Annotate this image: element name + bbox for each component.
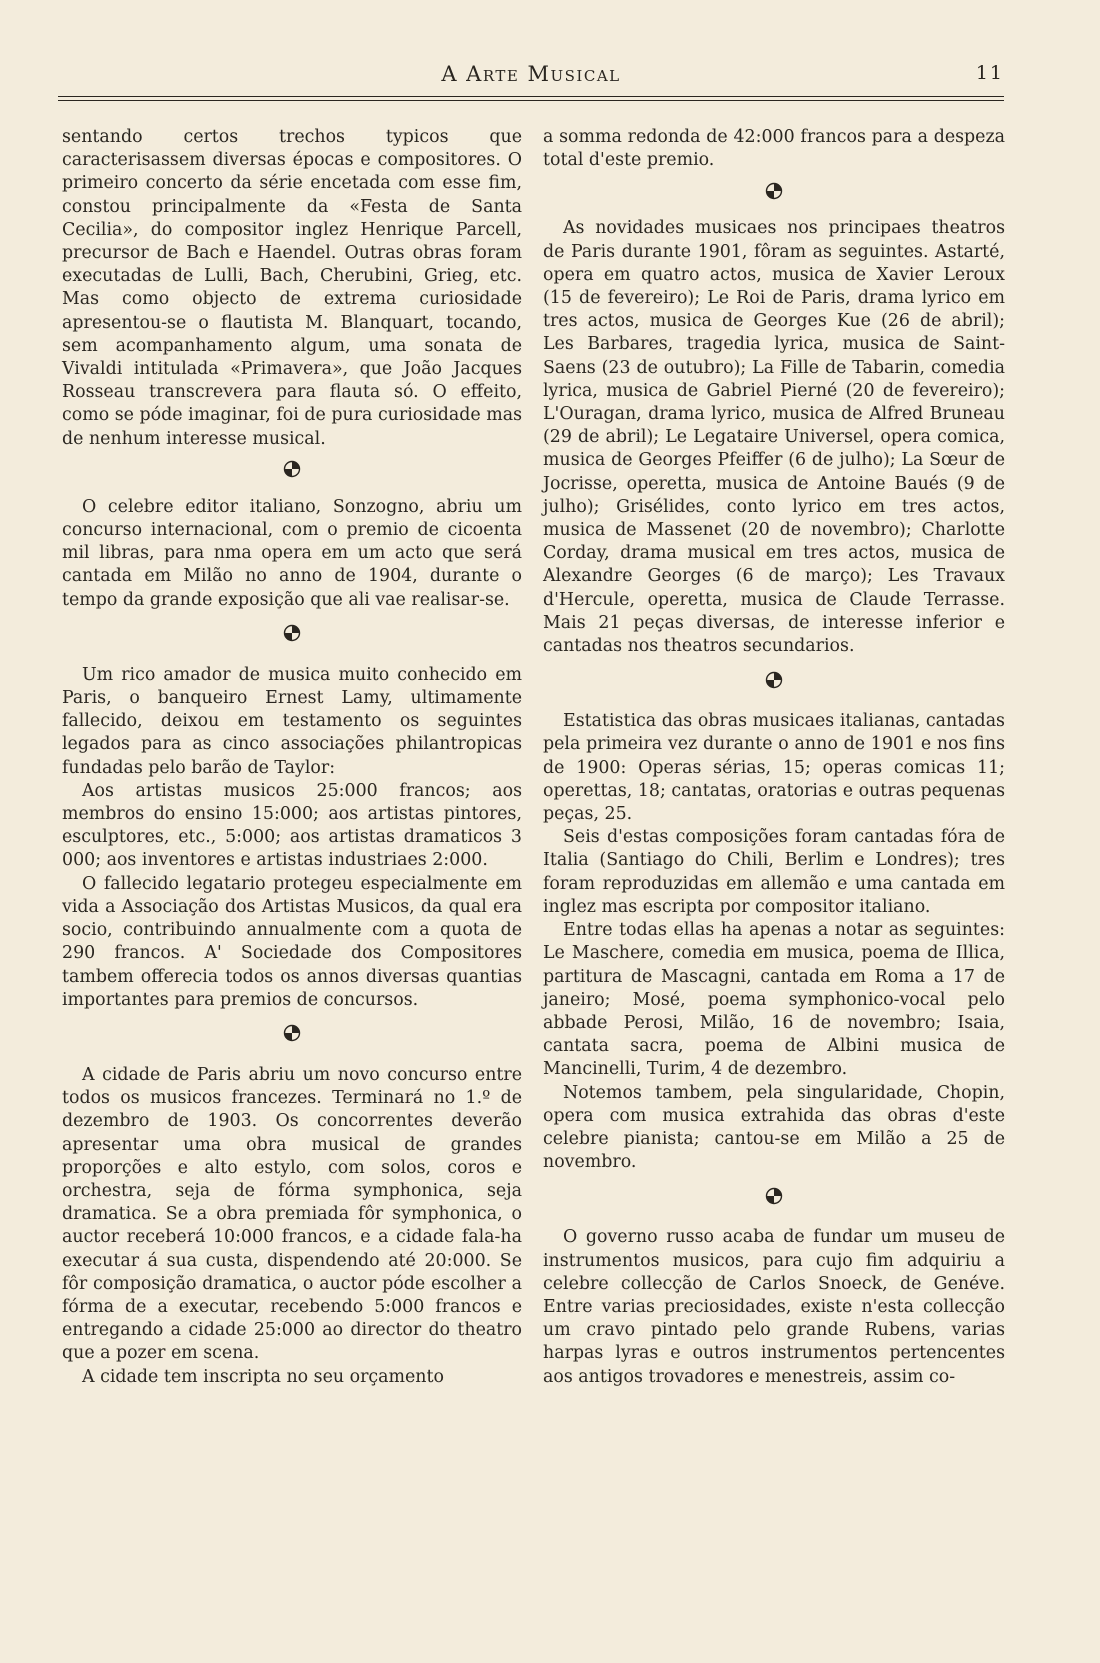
section-ornament-icon: [283, 460, 301, 478]
running-header: [58, 58, 1004, 94]
ornament-divider: [543, 179, 1005, 203]
paragraph: sentando certos trechos typicos que caracterisassem diversas épocas e compositores. O primeiro concerto da série encetada com esse fim, constou principalmente da «Festa de Santa Cecilia», do compositor inglez Henrique Parcell, precursor de Bach e Haendel. Outras obras foram executadas de Lulli, Bach, Cherubini, Grieg, etc. Mas como objecto de extrema curiosidade apresentou-se o flautista M. Blanquart, tocando, sem acompanhamento algum, uma sonata de Vivaldi intitulada «Primavera», que João Jacques Rosseau transcrevera para flauta só. O effeito, como se póde imaginar, foi de pura curiosidade mas de nenhum interesse musical.: [62, 127, 522, 449]
page-number: 11: [975, 62, 1004, 84]
paragraph: Notemos tambem, pela singularidade, Chopin, opera com musica extrahida das obras d'este celebre pianista; cantou-se em Milão a 25 de novembro.: [543, 1082, 1005, 1173]
paragraph: Um rico amador de musica muito conhecido em Paris, o banqueiro Ernest Lamy, ultimamente fallecido, deixou em testamento os seguintes legados para as cinco associações philantropicas fundadas pelo barão de Taylor:: [62, 664, 522, 778]
paragraph: Seis d'estas composições foram cantadas fóra de Italia (Santiago do Chili, Berlim e Londres); tres foram reproduzidas em allemão e uma cantada em inglez mas escripta por compositor italiano.: [543, 827, 1005, 917]
header-rule: [58, 96, 1004, 101]
paragraph: A cidade de Paris abriu um novo concurso entre todos os musicos francezes. Terminará no 1.º de dezembro de 1903. Os concorrentes deverão apresentar uma obra musical de grandes proporções e alto estylo, com solos, coros e orchestra, seja de fórma symphonica, seja dramatica. Se a obra premiada fôr symphonica, o auctor receberá 10:000 francos, e a cidade fala-ha executar á sua custa, dispendendo até 20:000. Se fôr composição dramatica, o auctor póde escolher a fórma de a executar, recebendo 5:000 francos e entregando a cidade 25:000 ao director do theatro que a pozer em scena.: [62, 1064, 522, 1364]
section-ornament-icon: [765, 671, 783, 689]
ornament-divider: [543, 1184, 1005, 1208]
paragraph: Entre todas ellas ha apenas a notar as seguintes: Le Maschere, comedia em musica, poema de Illica, partitura de Mascagni, cantada em Roma a 17 de janeiro; Mosé, poema symphonico-vocal pelo abbade Perosi, Milão, 16 de novembro; Isaia, cantata sacra, poema de Albini musica de Mancinelli, Turim, 4 de dezembro.: [543, 920, 1005, 1080]
paragraph: O celebre editor italiano, Sonzogno, abriu um concurso internacional, com o premio de cicoenta mil libras, para nma opera em um acto que será cantada em Milão no anno de 1904, durante o tempo da grande exposição que ali vae realisar-se.: [62, 496, 522, 610]
ornament-divider: [62, 1022, 522, 1046]
paragraph: a somma redonda de 42:000 francos para a despeza total d'este premio.: [543, 127, 1005, 171]
left-column: [62, 126, 522, 1389]
right-column: [543, 126, 1005, 1389]
paragraph: O fallecido legatario protegeu especialmente em vida a Associação dos Artistas Musicos, da qual era socio, contribuindo annualmente com a quota de 290 francos. A' Sociedade dos Compositores tambem offerecia todos os annos diversas quantias importantes para premios de concursos.: [62, 873, 522, 1010]
paragraph: Estatistica das obras musicaes italianas, cantadas pela primeira vez durante o anno de 1901 e nos fins de 1900: Operas sérias, 15; operas comicas 11; operettas, 18; cantatas, oratorias e outras pequenas peças, 25.: [543, 711, 1005, 825]
paragraph: As novidades musicaes nos principaes theatros de Paris durante 1901, fôram as seguintes. Astarté, opera em quatro actos, musica de Xavier Leroux (15 de fevereiro); Le Roi de Paris, drama lyrico em tres actos, musica de Georges Kue (26 de abril); Les Barbares, tragedia lyrica, musica de Saint-Saens (23 de outubro); La Fille de Tabarin, comedia lyrica, musica de Gabriel Pierné (20 de fevereiro); L'Ouragan, drama lyrico, musica de Alfred Bruneau (29 de abril); Le Legataire Universel, opera comica, musica de Georges Pfeiffer (6 de julho); La Sœur de Jocrisse, operetta, musica de Antoine Baués (9 de julho); Grisélides, conto lyrico em tres actos, musica de Massenet (20 de novembro); Charlotte Corday, drama musical em tres actos, musica de Alexandre Georges (6 de março); Les Travaux d'Hercule, operetta, musica de Claude Terrasse. Mais 21 peças diversas, de interesse inferior e cantadas nos theatros secundarios.: [543, 218, 1005, 657]
paragraph: A cidade tem inscripta no seu orçamento: [82, 1366, 444, 1387]
paragraph: Aos artistas musicos 25:000 francos; aos membros do ensino 15:000; aos artistas pintores, esculptores, etc., 5:000; aos artistas dramaticos 3 000; aos inventores e artistas industriaes 2:000.: [62, 780, 522, 871]
journal-title: A Arte Musical: [441, 62, 621, 86]
section-ornament-icon: [765, 182, 783, 200]
section-ornament-icon: [765, 1187, 783, 1205]
ornament-divider: [62, 622, 522, 646]
ornament-divider: [62, 458, 522, 482]
ornament-divider: [543, 668, 1005, 692]
section-ornament-icon: [283, 1024, 301, 1042]
paragraph: O governo russo acaba de fundar um museu de instrumentos musicos, para cujo fim adquiriu a celebre collecção de Carlos Snoeck, de Genéve. Entre varias preciosidades, existe n'esta collecção um cravo pintado pelo grande Rubens, varias harpas lyras e outros instrumentos pertencentes aos antigos trovadores e menestreis, assim co-: [543, 1227, 1005, 1387]
section-ornament-icon: [283, 624, 301, 642]
